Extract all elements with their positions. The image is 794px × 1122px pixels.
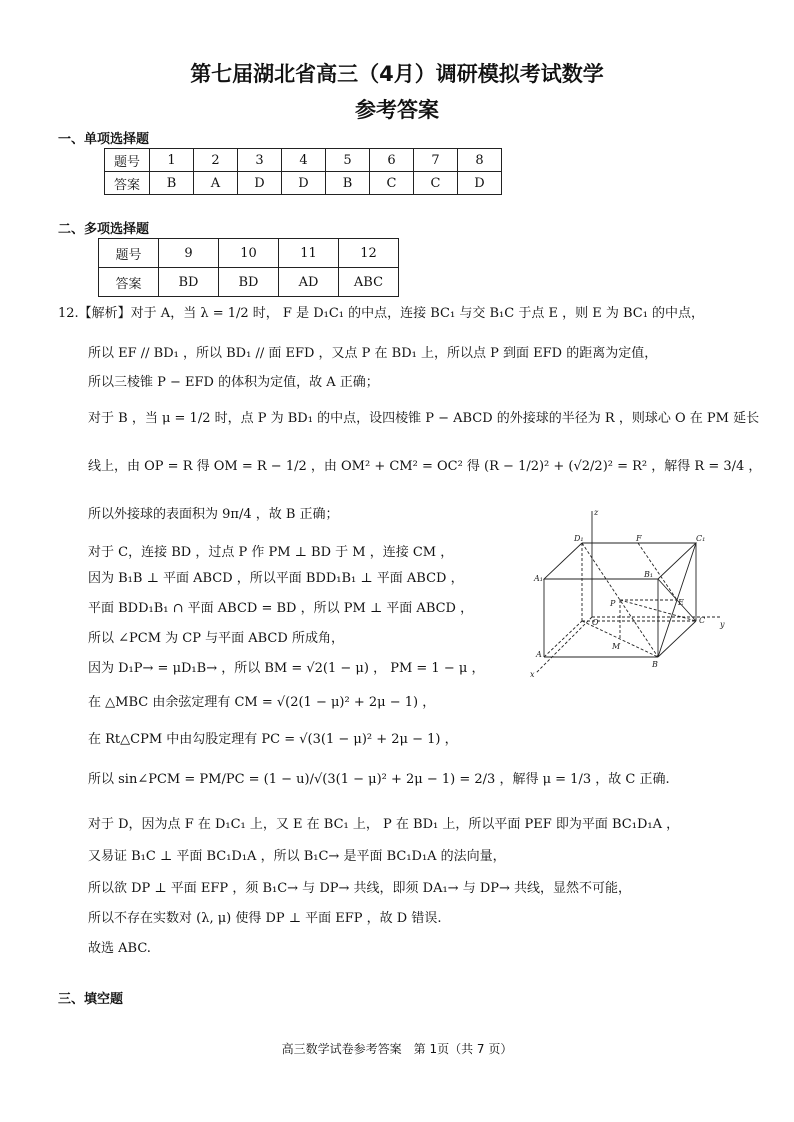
label-o: O: [592, 618, 599, 627]
table-cell: 7: [414, 149, 458, 172]
table-cell: 1: [150, 149, 194, 172]
table-cell: BD: [159, 268, 219, 297]
solution-line: 所以外接球的表面积为 9π/4 ，故 B 正确；: [88, 507, 339, 522]
table-cell: 12: [339, 239, 399, 268]
solution-line: 所以不存在实数对 (λ, μ) 使得 DP ⊥ 平面 EFP ，故 D 错误.: [88, 911, 442, 926]
table-cell: A: [194, 172, 238, 195]
table-cell: 3: [238, 149, 282, 172]
table-cell: ABC: [339, 268, 399, 297]
table-cell: B: [326, 172, 370, 195]
label-a: A: [536, 650, 542, 659]
label-d1: D₁: [574, 534, 584, 543]
cube-top-face: [544, 543, 696, 579]
table-cell: 10: [219, 239, 279, 268]
table-header-cell: 答案: [105, 172, 150, 195]
label-f: F: [636, 534, 642, 543]
table-cell: AD: [279, 268, 339, 297]
solution-line: 因为 B₁B ⊥ 平面 ABCD ，所以平面 BDD₁B₁ ⊥ 平面 ABCD ，: [88, 571, 464, 586]
table-header-cell: 答案: [99, 268, 159, 297]
table-cell: D: [238, 172, 282, 195]
table-header-cell: 题号: [99, 239, 159, 268]
table-cell: 6: [370, 149, 414, 172]
label-p: P: [610, 599, 616, 608]
cube-figure: [526, 505, 730, 681]
solution-line: 因为 D₁P→ = μD₁B→ ，所以 BM = √2(1 − μ) ， PM = 1 − μ ，: [88, 661, 485, 676]
table-cell: BD: [219, 268, 279, 297]
table-cell: 4: [282, 149, 326, 172]
solution-line: 对于 C，连接 BD ，过点 P 作 PM ⊥ BD 于 M ，连接 CM ，: [88, 545, 454, 560]
solution-line: 对于 D，因为点 F 在 D₁C₁ 上，又 E 在 BC₁ 上， P 在 BD₁ 上，所以平面 PEF 即为平面 BC₁D₁A ，: [88, 817, 680, 832]
table-row: [105, 149, 502, 172]
label-e: E: [678, 598, 684, 607]
solution-line: 对于 B ，当 μ = 1/2 时，点 P 为 BD₁ 的中点，设四棱锥 P − ABCD 的外接球的半径为 R ，则球心 O 在 PM 延长: [88, 411, 760, 426]
page-title: 第七届湖北省高三（4月）调研模拟考试数学: [190, 62, 604, 86]
table-cell: 2: [194, 149, 238, 172]
label-m: M: [612, 642, 621, 651]
label-z: z: [594, 508, 599, 517]
page-subtitle: 参考答案: [355, 98, 439, 122]
solution-line: 在 Rt△CPM 中由勾股定理有 PC = √(3(1 − μ)² + 2μ − 1) ，: [88, 732, 458, 747]
label-c1: C₁: [696, 534, 706, 543]
solution-line: 所以三棱锥 P − EFD 的体积为定值，故 A 正确；: [88, 375, 379, 390]
label-b: B: [652, 660, 658, 669]
table-cell: 9: [159, 239, 219, 268]
table-cell: 11: [279, 239, 339, 268]
solution-line: 所以 sin∠PCM = PM/PC = (1 − u)/√(3(1 − μ)² + 2μ − 1) = 2/3 ，解得 μ = 1/3 ，故 C 正确.: [88, 772, 670, 787]
solution-line: 又易证 B₁C ⊥ 平面 BC₁D₁A ，所以 B₁C→ 是平面 BC₁D₁A 的法向量，: [88, 849, 506, 864]
table-row: [99, 239, 399, 268]
table-cell: C: [414, 172, 458, 195]
answer-table-single-choice: [104, 148, 502, 195]
section-heading-multi-choice: 二、多项选择题: [58, 222, 150, 237]
table-header-cell: 题号: [105, 149, 150, 172]
label-b1: B₁: [644, 570, 654, 579]
section-heading-fill-in: 三、填空题: [58, 992, 124, 1007]
solution-line: 平面 BDD₁B₁ ∩ 平面 ABCD = BD ，所以 PM ⊥ 平面 ABCD ，: [88, 601, 474, 616]
edge-ad: [544, 621, 582, 657]
label-c: C: [699, 616, 706, 625]
table-cell: 5: [326, 149, 370, 172]
solution-line: 在 △MBC 由余弦定理有 CM = √(2(1 − μ)² + 2μ − 1) ，: [88, 695, 436, 710]
solution-line: 所以 ∠PCM 为 CP 与平面 ABCD 所成角，: [88, 631, 344, 646]
table-cell: C: [370, 172, 414, 195]
solution-line: 线上，由 OP = R 得 OM = R − 1/2 ，由 OM² + CM² = OC² 得 (R − 1/2)² + (√2/2)² = R² ，解得 R = 3/4 ，: [88, 459, 762, 474]
table-cell: 8: [458, 149, 502, 172]
label-y: y: [720, 620, 725, 629]
solution-line: 所以欲 DP ⊥ 平面 EFP ，须 B₁C→ 与 DP→ 共线，即须 DA₁→ 与 DP→ 共线，显然不可能，: [88, 881, 632, 896]
solution-line: 故选 ABC.: [88, 941, 151, 956]
solution-line: 12.【解析】对于 A，当 λ = 1/2 时， F 是 D₁C₁ 的中点，连接 BC₁ 与交 B₁C 于点 E ，则 E 为 BC₁ 的中点，: [58, 306, 705, 321]
label-x: x: [530, 670, 535, 679]
table-row: [99, 268, 399, 297]
section-heading-single-choice: 一、单项选择题: [58, 132, 150, 147]
table-row: [105, 172, 502, 195]
table-cell: D: [458, 172, 502, 195]
solution-line: 所以 EF // BD₁ ，所以 BD₁ // 面 EFD ，又点 P 在 BD₁ 上，所以点 P 到面 EFD 的距离为定值，: [88, 346, 658, 361]
label-a1: A₁: [534, 574, 543, 583]
answer-table-multi-choice: [98, 238, 399, 297]
table-cell: B: [150, 172, 194, 195]
page-footer: 高三数学试卷参考答案 第 1页（共 7 页）: [281, 1042, 513, 1056]
table-cell: D: [282, 172, 326, 195]
